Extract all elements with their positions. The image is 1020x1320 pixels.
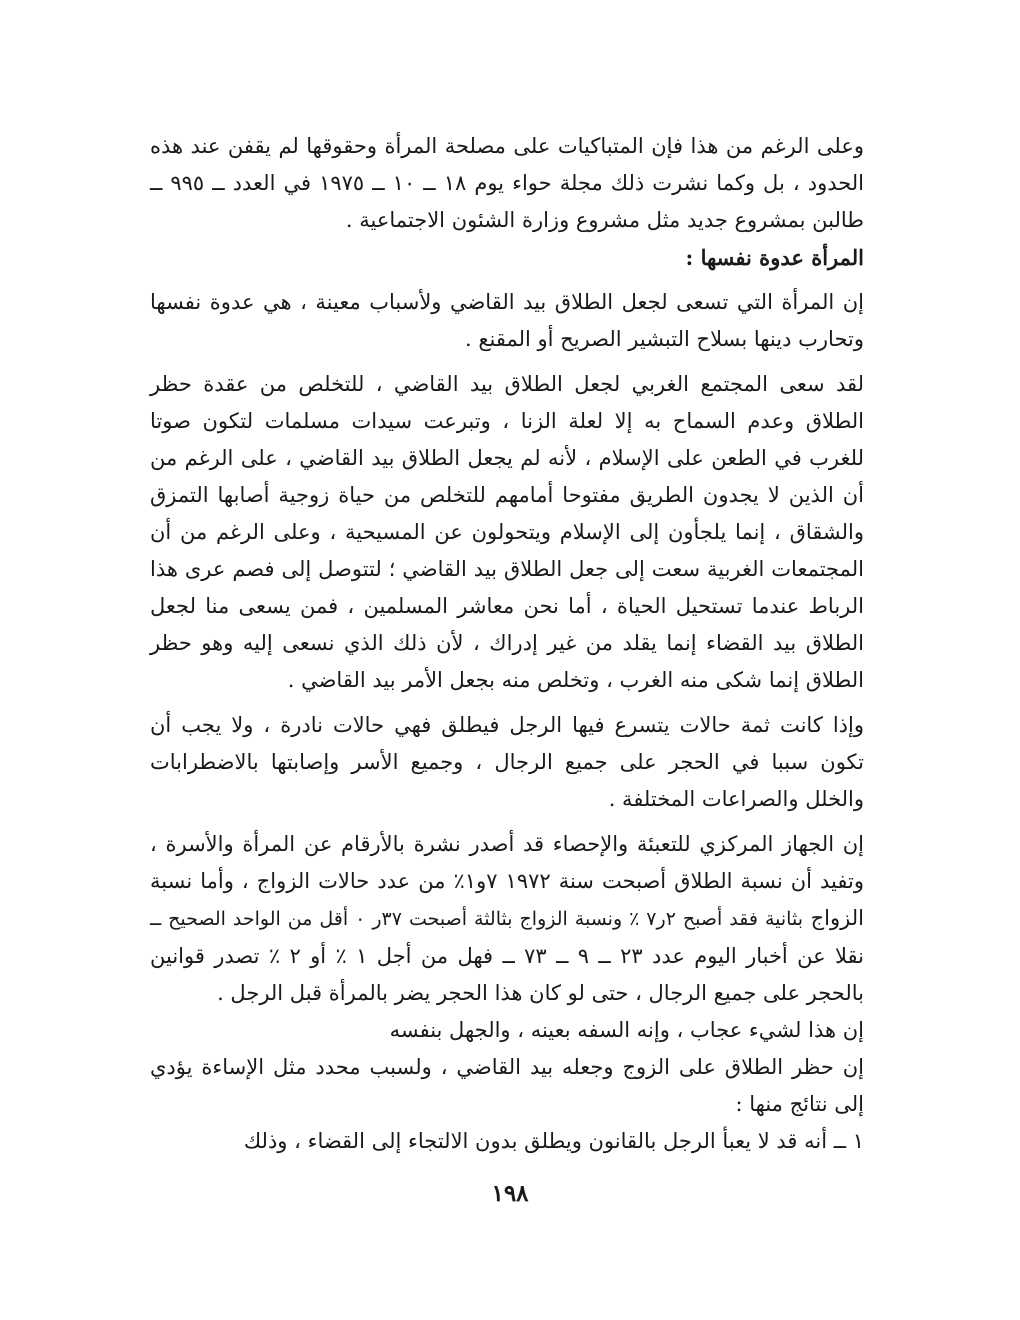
paragraph-1: وعلى الرغم من هذا فإن المتباكيات على مصلحة المرأة وحقوقها لم يقفن عند هذه الحدود ، بل وكما نشرت ذلك مجلة حواء يوم ١٨ ــ ١٠ ــ ١٩٧٥ في العدد ــ ٩٩٥ ــ طالبن بمشروع جديد مثل مشروع وزارة الشئون الاجتماعية . bbox=[150, 134, 865, 232]
page-body bbox=[150, 128, 864, 1160]
paragraph-5-part-b: بثانية فقد أصبح ٢ر٧ ٪ ونسبة الزواج بثالثة أصبحت ٣٧ر ٠ أقل من الواحد الصحيح ــ bbox=[150, 908, 803, 930]
paragraph-2: إن المرأة التي تسعى لجعل الطلاق بيد القاضي ولأسباب معينة ، هي عدوة نفسها وتحارب دينها بسلاح التبشير الصريح أو المقنع . bbox=[150, 290, 864, 351]
page-number: ١٩٨ bbox=[491, 1180, 529, 1207]
section-heading: المرأة عدوة نفسها : bbox=[685, 245, 864, 270]
paragraph-3: لقد سعى المجتمع الغربي لجعل الطلاق بيد القاضي ، للتخلص من عقدة حظر الطلاق وعدم السماح به إلا لعلة الزنا ، وتبرعت سيدات مسلمات لتكون صوتا للغرب في الطعن على الإسلام ، لأنه لم يجعل الطلاق بيد القاضي ، على الرغم من أن الذين لا يجدون الطريق مفتوحا أمامهم للتخلص من حياة زوجية أصابها التمزق والشقاق ، إنما يلجأون إلى الإسلام ويتحولون عن المسيحية ، وعلى الرغم من أن المجتمعات الغربية سعت إلى جعل الطلاق بيد القاضي ؛ لتتوصل إلى فصم عرى هذا الرباط عندما تستحيل الحياة ، أما نحن معاشر المسلمين ، فمن يسعى منا لجعل الطلاق بيد القضاء إنما يقلد من غير إدراك ، لأن ذلك الذي نسعى إليه وهو حظر الطلاق إنما شكى منه الغرب ، وتخلص منه بجعل الأمر بيد القاضي . bbox=[150, 372, 864, 692]
paragraph-5-part-a: إن الجهاز المركزي للتعبئة والإحصاء قد أصدر نشرة بالأرقام عن المرأة والأسرة ، وتفيد أن نسبة الطلاق أصبحت سنة ١٩٧٢ ٧و١٪ من عدد حالات الزواج ، وأما نسبة الزواج bbox=[150, 832, 864, 930]
paragraph-7: إن حظر الطلاق على الزوج وجعله بيد القاضي ، ولسبب محدد مثل الإساءة يؤدي إلى نتائج منها : bbox=[150, 1055, 864, 1116]
paragraph-4: وإذا كانت ثمة حالات يتسرع فيها الرجل فيطلق فهي حالات نادرة ، ولا يجب أن تكون سببا في الحجر على جميع الرجال ، وجميع الأسر وإصابتها بالاضطرابات والخلل والصراعات المختلفة . bbox=[150, 713, 864, 811]
paragraph-5 bbox=[150, 826, 864, 1012]
paragraph-5-part-c: نقلا عن أخبار اليوم عدد ٢٣ ــ ٩ ــ ٧٣ ــ فهل من أجل ١ ٪ أو ٢ ٪ تصدر قوانين بالحجر على جميع الرجال ، حتى لو كان هذا الحجر يضر بالمرأة قبل الرجل . bbox=[150, 944, 865, 1005]
paragraph-8: ١ ــ أنه قد لا يعبأ الرجل بالقانون ويطلق بدون الالتجاء إلى القضاء ، وذلك bbox=[243, 1129, 864, 1153]
paragraph-6: إن هذا لشيء عجاب ، وإنه السفه بعينه ، والجهل بنفسه bbox=[389, 1018, 864, 1042]
